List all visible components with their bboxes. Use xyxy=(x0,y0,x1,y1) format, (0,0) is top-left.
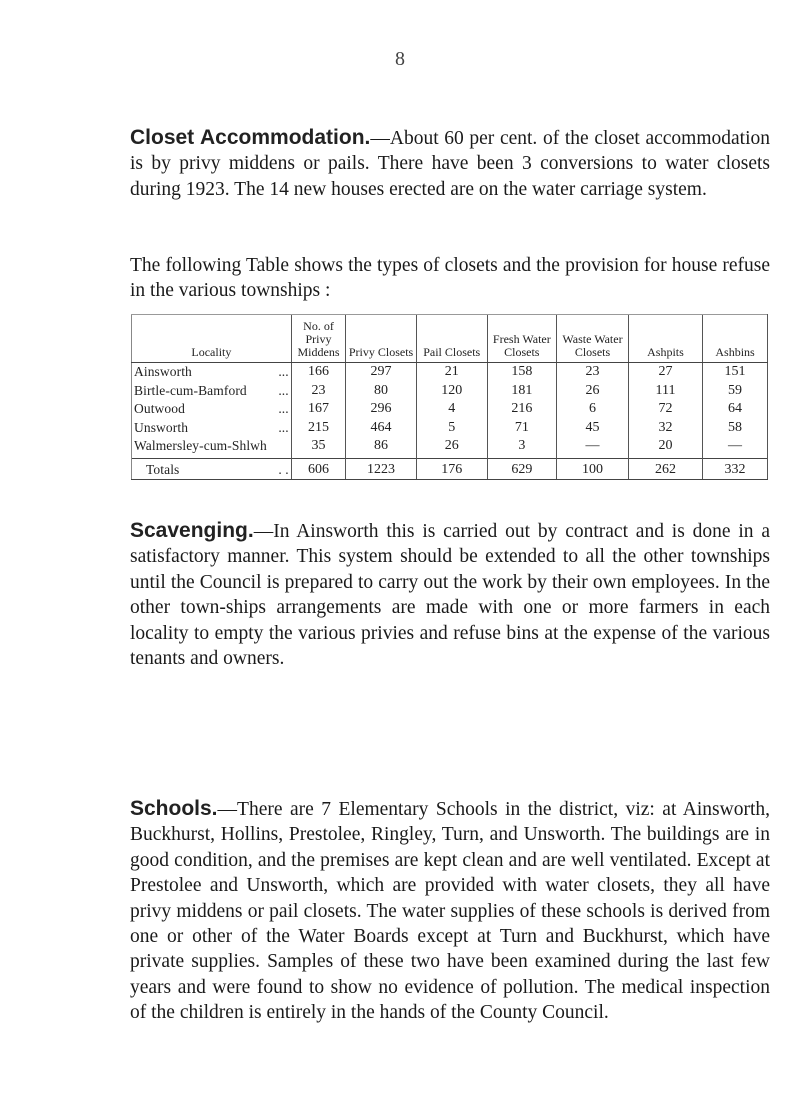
closets-table-container xyxy=(131,314,768,480)
leader-dots: . . xyxy=(278,461,289,477)
cell-fresh: 216 xyxy=(487,400,557,419)
leader-dots: ... xyxy=(278,419,289,435)
cell-ashbins: — xyxy=(703,437,768,458)
cell-totals-label xyxy=(132,458,292,479)
cell-ashbins: 58 xyxy=(703,419,768,438)
table-row xyxy=(132,437,768,458)
total-middens: 606 xyxy=(291,458,345,479)
closet-accommodation-paragraph xyxy=(130,125,770,202)
header-privy-closets: Privy Closets xyxy=(346,315,417,363)
cell-fresh: 158 xyxy=(487,363,557,382)
cell-pail: 21 xyxy=(416,363,487,382)
cell-fresh: 181 xyxy=(487,382,557,401)
header-pail-closets: Pail Closets xyxy=(416,315,487,363)
header-fresh-water-closets: Fresh Water Closets xyxy=(487,315,557,363)
cell-waste: — xyxy=(557,437,629,458)
cell-middens: 167 xyxy=(291,400,345,419)
scavenging-paragraph xyxy=(130,518,770,671)
schools-text: —There are 7 Elementary Schools in the district, viz: at Ainsworth, Buckhurst, Hollins, Prestolee, Ringley, Turn, and Unsworth. The buildings are in good condition, and the premises are kept clean and are well ventilated. Except at Prestolee and Unsworth, which are provided with water closets, they all have privy middens or pail closets. The water supplies of these schools is derived from one or other of the Water Boards except at Turn and Buckhurst, which have private supplies. Samples of these two have been examined during the last few years and were found to show no evidence of pollution. The medical inspection of the children is entirely in the hands of the County Council. xyxy=(130,799,770,1024)
cell-locality xyxy=(132,382,292,401)
table-row xyxy=(132,419,768,438)
schools-heading: Schools. xyxy=(130,797,218,820)
cell-privy: 80 xyxy=(346,382,417,401)
cell-fresh: 3 xyxy=(487,437,557,458)
header-locality: Locality xyxy=(132,315,292,363)
cell-middens: 166 xyxy=(291,363,345,382)
cell-ashpits: 20 xyxy=(628,437,702,458)
cell-middens: 215 xyxy=(291,419,345,438)
cell-privy: 297 xyxy=(346,363,417,382)
total-ashbins: 332 xyxy=(703,458,768,479)
cell-locality xyxy=(132,419,292,438)
cell-pail: 4 xyxy=(416,400,487,419)
cell-ashbins: 64 xyxy=(703,400,768,419)
scavenging-text: —In Ainsworth this is carried out by contract and is done in a satisfactory manner. This system should be extended to all the other townships until the Council is prepared to carry out the work by their own employees. In the other town-ships arrangements are made with one or more farmers in each locality to empty the various privies and refuse bins at the expense of the various tenants and owners. xyxy=(130,521,770,670)
locality-name: Walmersley-cum-Shlwh xyxy=(134,438,267,453)
page-number: 8 xyxy=(395,48,405,70)
header-ashbins: Ashbins xyxy=(703,315,768,363)
closet-accommodation-heading: Closet Accommodation. xyxy=(130,126,371,149)
cell-locality xyxy=(132,363,292,382)
header-privy-middens: No. of Privy Middens xyxy=(291,315,345,363)
cell-middens: 35 xyxy=(291,437,345,458)
cell-waste: 45 xyxy=(557,419,629,438)
cell-pail: 26 xyxy=(416,437,487,458)
locality-name: Unsworth xyxy=(134,419,189,435)
header-ashpits: Ashpits xyxy=(628,315,702,363)
cell-ashpits: 72 xyxy=(628,400,702,419)
cell-middens: 23 xyxy=(291,382,345,401)
cell-ashpits: 27 xyxy=(628,363,702,382)
total-waste: 100 xyxy=(557,458,629,479)
locality-name: Birtle-cum-Bamford xyxy=(134,382,247,398)
totals-row xyxy=(132,458,768,479)
cell-fresh: 71 xyxy=(487,419,557,438)
cell-waste: 23 xyxy=(557,363,629,382)
cell-ashpits: 111 xyxy=(628,382,702,401)
cell-ashbins: 59 xyxy=(703,382,768,401)
total-privy: 1223 xyxy=(346,458,417,479)
cell-privy: 296 xyxy=(346,400,417,419)
cell-privy: 86 xyxy=(346,437,417,458)
cell-ashpits: 32 xyxy=(628,419,702,438)
cell-waste: 26 xyxy=(557,382,629,401)
cell-pail: 5 xyxy=(416,419,487,438)
table-row xyxy=(132,400,768,419)
locality-name: Ainsworth xyxy=(134,364,192,379)
closet-accommodation-text: —About 60 per cent. of the closet accommodation is by privy middens or pails. There have been 3 conversions to water closets during 1923. The 14 new houses erected are on the water carriage system. xyxy=(130,128,770,200)
scavenging-heading: Scavenging. xyxy=(130,519,254,542)
total-fresh: 629 xyxy=(487,458,557,479)
total-pail: 176 xyxy=(416,458,487,479)
totals-label: Totals xyxy=(146,461,180,477)
cell-locality xyxy=(132,400,292,419)
table-row xyxy=(132,382,768,401)
cell-waste: 6 xyxy=(557,400,629,419)
cell-privy: 464 xyxy=(346,419,417,438)
leader-dots: ... xyxy=(278,382,289,398)
schools-paragraph xyxy=(130,796,770,1026)
table-row xyxy=(132,363,768,382)
closets-table xyxy=(131,314,768,480)
table-intro-paragraph: The following Table shows the types of closets and the provision for house refuse in the various townships : xyxy=(130,255,770,302)
cell-ashbins: 151 xyxy=(703,363,768,382)
cell-locality xyxy=(132,437,292,458)
locality-name: Outwood xyxy=(134,401,185,416)
leader-dots: ... xyxy=(278,364,289,379)
total-ashpits: 262 xyxy=(628,458,702,479)
header-waste-water-closets: Waste Water Closets xyxy=(557,315,629,363)
cell-pail: 120 xyxy=(416,382,487,401)
table-header-row xyxy=(132,315,768,363)
leader-dots: ... xyxy=(278,401,289,416)
